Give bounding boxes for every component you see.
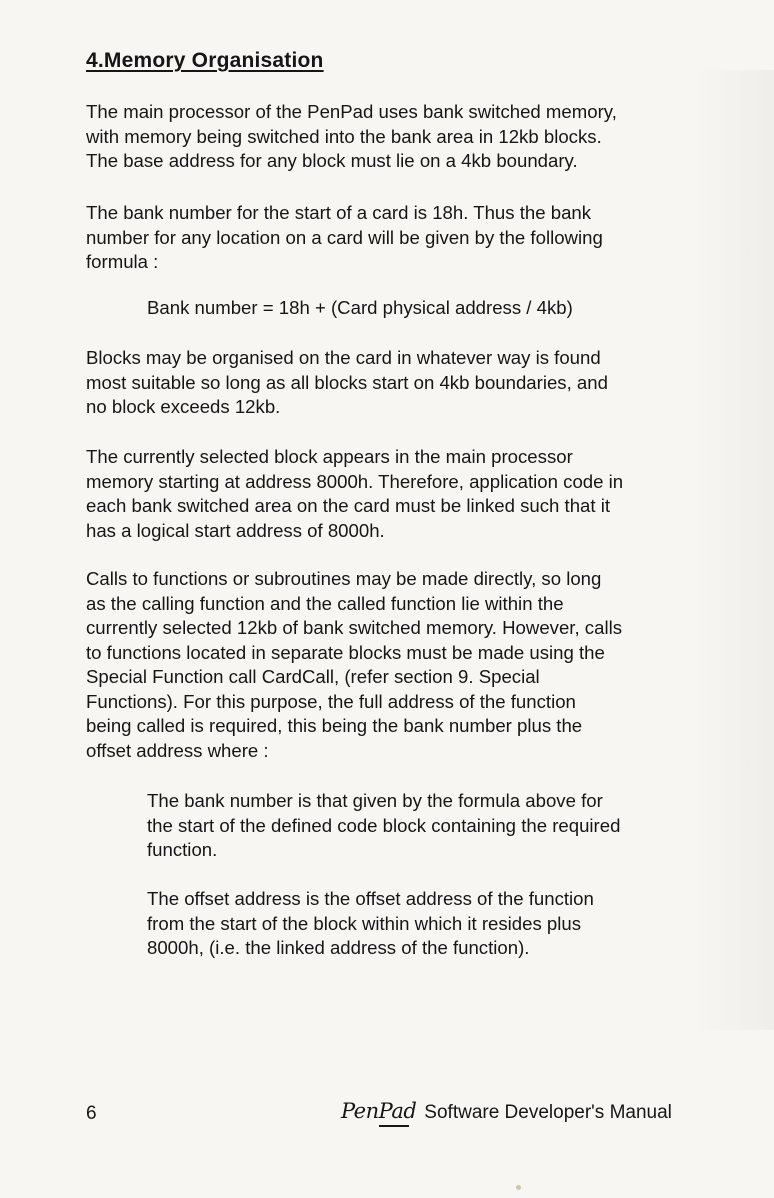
text-line: has a logical start address of 8000h.: [86, 519, 385, 541]
paragraph-function-calls: [86, 567, 716, 763]
text-line: formula :: [86, 251, 159, 272]
paragraph-selected-block: [86, 445, 716, 543]
manual-title: Software Developer's Manual: [424, 1102, 672, 1123]
paper-speck: [516, 1185, 521, 1190]
penpad-logo-text: PenPad: [341, 1099, 417, 1123]
text-line: most suitable so long as all blocks start on 4kb boundaries, and: [86, 371, 608, 393]
text-line: currently selected 12kb of bank switched memory. However, calls: [86, 617, 623, 638]
text-line: to functions located in separate blocks must be made using the: [86, 641, 605, 663]
text-line: offset address where :: [86, 739, 269, 761]
logo-underline: [379, 1125, 409, 1127]
text-line: no block exceeds 12kb.: [86, 396, 281, 417]
section-heading: 4.Memory Organisation: [86, 49, 324, 72]
text-line: Special Function call CardCall, (refer section 9. Special: [86, 666, 540, 687]
text-line: being called is required, this being the bank number plus the: [86, 715, 583, 736]
text-line: The bank number for the start of a card is 18h. Thus the bank: [86, 202, 592, 223]
text-line: The offset address is the offset address of the function: [147, 888, 594, 909]
penpad-logo: [341, 1099, 416, 1123]
text-line: The main processor of the PenPad uses bank switched memory,: [86, 101, 617, 122]
text-line: memory starting at address 8000h. Therefore, application code in: [86, 470, 624, 492]
paragraph-bank-switching: [86, 100, 716, 174]
text-line: 8000h, (i.e. the linked address of the function).: [147, 937, 530, 958]
paragraph-bank-number-definition: [147, 789, 707, 863]
text-line: the start of the defined code block containing the required: [147, 814, 621, 836]
text-line: The bank number is that given by the formula above for: [147, 790, 603, 811]
text-line: as the calling function and the called function lie within the: [86, 592, 564, 614]
text-line: function.: [147, 839, 218, 860]
paragraph-block-organisation: [86, 346, 716, 420]
text-line: with memory being switched into the bank area in 12kb blocks.: [86, 125, 602, 147]
text-line: from the start of the block within which it resides plus: [147, 912, 582, 934]
text-line: Functions). For this purpose, the full address of the function: [86, 690, 576, 712]
text-line: The currently selected block appears in the main processor: [86, 446, 573, 467]
text-line: The base address for any block must lie on a 4kb boundary.: [86, 150, 578, 171]
text-line: Calls to functions or subroutines may be made directly, so long: [86, 568, 602, 589]
paragraph-bank-number: [86, 201, 716, 275]
text-line: number for any location on a card will be given by the following: [86, 226, 603, 248]
text-line: Blocks may be organised on the card in whatever way is found: [86, 347, 601, 368]
page-number: 6: [86, 1103, 97, 1124]
bank-number-formula: Bank number = 18h + (Card physical address / 4kb): [147, 297, 573, 318]
running-footer: [341, 1099, 672, 1124]
paragraph-offset-address-definition: [147, 887, 707, 961]
text-line: each bank switched area on the card must be linked such that it: [86, 495, 611, 516]
